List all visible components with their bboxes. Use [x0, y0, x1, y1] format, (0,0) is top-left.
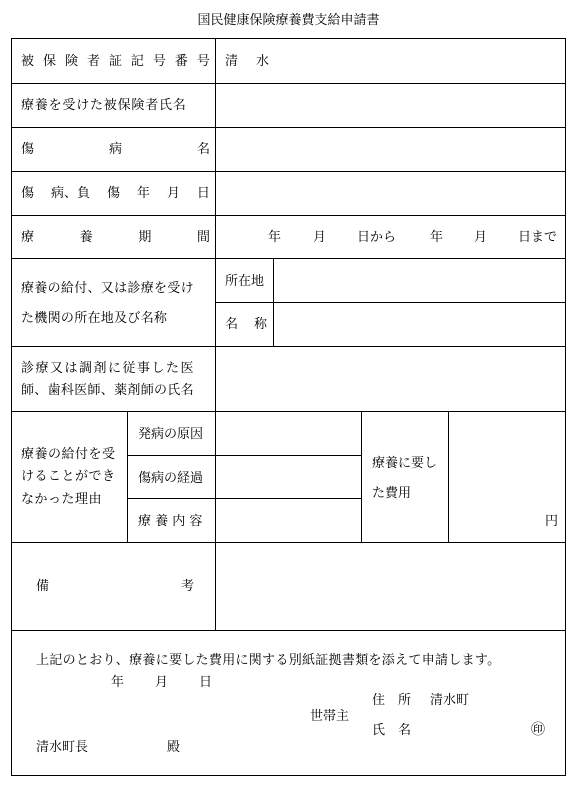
- row-divider: [11, 258, 566, 259]
- applicant-address-value: 清水町: [430, 693, 470, 708]
- declaration-statement: 上記のとおり、療養に要した費用に関する別紙証拠書類を添えて申請します。: [36, 653, 501, 668]
- seal-mark: ㊞: [531, 722, 545, 738]
- reason-progress-label: 傷病の経過: [138, 471, 204, 486]
- practitioner-label-line2: 師、歯科医師、薬剤師の氏名: [21, 383, 194, 398]
- recipient-label: 清水町長: [36, 740, 89, 755]
- reason-label-line2: けることができ: [21, 469, 116, 484]
- reason-label-line1: 療養の給付を受: [21, 447, 116, 462]
- institution-label-line2: た機関の所在地及び名称: [21, 311, 168, 326]
- applicant-name-label: 氏 名: [372, 723, 412, 738]
- insured-number-value: 清 水: [225, 54, 269, 69]
- period-to-day: 日まで: [518, 230, 558, 245]
- insured-number-label: 被 保 険 者 証 記 号 番 号: [21, 54, 210, 69]
- form-title: 国民健康保険療養費支給申請書: [197, 13, 380, 28]
- period-to-year: 年: [430, 230, 444, 245]
- row-divider: [216, 302, 566, 303]
- householder-label: 世帯主: [310, 709, 350, 724]
- column-divider: [127, 411, 128, 542]
- date-month: 月: [155, 675, 169, 690]
- period-from-month: 月: [313, 230, 327, 245]
- row-divider: [11, 171, 566, 172]
- row-divider: [11, 630, 566, 631]
- period-from-year: 年: [268, 230, 282, 245]
- disease-name-label: 傷 病 名: [21, 142, 210, 157]
- cost-label-line2: た費用: [372, 486, 412, 501]
- reason-label-line3: なかった理由: [21, 492, 103, 507]
- date-day: 日: [199, 675, 213, 690]
- remarks-label: 備 考: [36, 579, 194, 594]
- injury-date-label: 傷 病、負 傷 年 月 日: [21, 186, 210, 201]
- cost-yen-unit: 円: [545, 514, 559, 529]
- reason-content-label: 療 養 内 容: [138, 514, 203, 529]
- column-divider: [448, 411, 449, 542]
- institution-name-label: 名 称: [225, 317, 267, 332]
- period-label: 療 養 期 間: [21, 230, 210, 245]
- row-divider: [11, 83, 566, 84]
- row-divider: [11, 411, 566, 412]
- institution-address-label: 所在地: [225, 274, 265, 289]
- institution-label-line1: 療養の給付、又は診療を受け: [21, 281, 194, 296]
- reason-cause-label: 発病の原因: [138, 427, 204, 442]
- recipient-honorific: 殿: [167, 740, 181, 755]
- date-year: 年: [111, 675, 125, 690]
- row-divider: [11, 215, 566, 216]
- patient-name-label: 療養を受けた被保険者氏名: [21, 98, 187, 113]
- period-to-month: 月: [474, 230, 488, 245]
- row-divider: [127, 498, 361, 499]
- applicant-address-label: 住 所: [372, 693, 412, 708]
- cost-label-line1: 療養に要し: [372, 456, 438, 471]
- column-divider: [273, 258, 274, 346]
- row-divider: [11, 346, 566, 347]
- row-divider: [11, 542, 566, 543]
- column-divider: [215, 38, 216, 630]
- row-divider: [127, 455, 361, 456]
- row-divider: [11, 127, 566, 128]
- practitioner-label-line1: 診療又は調剤に従事した医: [21, 361, 196, 376]
- period-from-day: 日から: [357, 230, 397, 245]
- column-divider: [361, 411, 362, 542]
